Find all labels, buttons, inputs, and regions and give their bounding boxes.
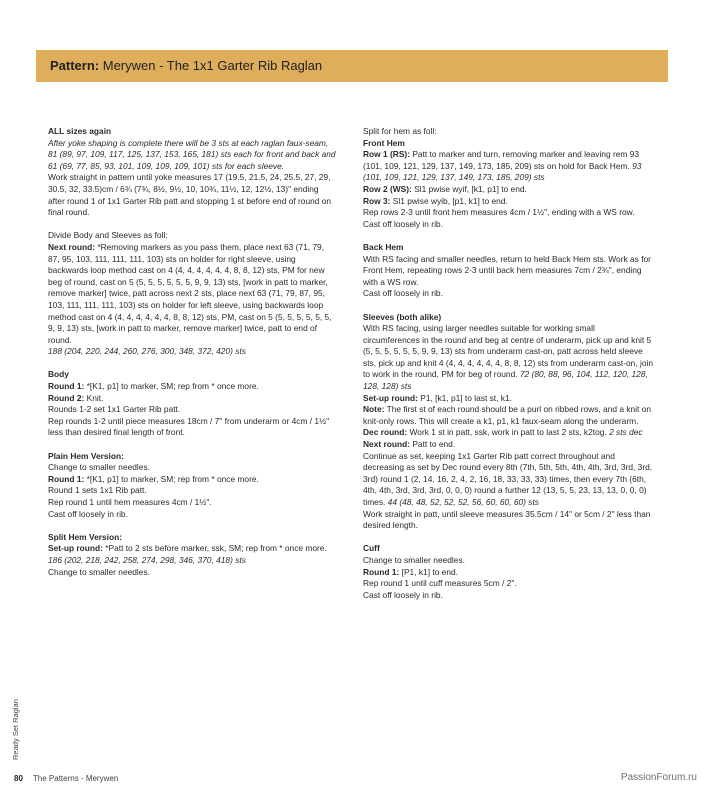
sleeves-heading: Sleeves (both alike) [363, 311, 442, 322]
front-hem-heading: Front Hem [363, 137, 405, 148]
back-hem-heading: Back Hem [363, 241, 404, 252]
yoke-summary: After yoke shaping is complete there will be 3 sts at each raglan faux-seam, 81 (89, 97, 109, 117, 125, 137, 153, 165, 181) sts each for front and back and 61 (69, 77, 85, 93, 101, 109, 109, 109, 101) sts for each sleeve. [48, 137, 336, 171]
book-title-side-label: Ready Set Raglan [11, 699, 20, 760]
cuff-line-3: Rep round 1 until cuff measures 5cm / 2". [363, 578, 517, 589]
left-column [48, 126, 336, 578]
work-straight-text: Work straight in pattern until yoke measures 17 (19.5, 21.5, 24, 25.5, 27, 29, 30.5, 32, 33.5)cm / 6¾ (7¾, 8½, 9½, 10, 10¾, 11½, 12, 12½, 13)" ending after round 1 of 1x1 Garter Rib patt and stopping 1 st before end of round on final round. [48, 172, 332, 218]
cuff-line-4: Cast off loosely in rib. [363, 589, 443, 600]
plain-hem-line-5: Cast off loosely in rib. [48, 508, 128, 519]
page-footer [14, 774, 118, 783]
front-hem-row-1: Row 1 (RS): Patt to marker and turn, removing marker and leaving rem 93 (101, 109, 121, 129, 137, 149, 173, 185, 209) sts on hold for Back Hem. 93 (101, 109, 121, 129, 137, 149, 173, 185, 209) sts [363, 149, 642, 183]
page-number: 80 [14, 774, 23, 783]
page-title: Pattern: Merywen - The 1x1 Garter Rib Raglan [50, 58, 323, 73]
split-hem-line-3: Change to smaller needles. [48, 566, 150, 577]
sleeves-next-round: Next round: Patt to end. [363, 439, 456, 450]
divide-intro: Divide Body and Sleeves as foll: [48, 230, 168, 241]
plain-hem-line-1: Change to smaller needles. [48, 462, 150, 473]
cuff-heading: Cuff [363, 543, 380, 554]
body-line-4: Rep rounds 1-2 until piece measures 18cm / 7" from underarm or 4cm / 1½" less than desired final length of front. [48, 415, 330, 438]
next-round-instruction: Next round: *Removing markers as you pass them, place next 63 (71, 79, 87, 95, 103, 111, 111, 111, 103) sts on holder for right sleeve, using backwards loop method cast on 4 (4, 4, 4, 4, 4, 4, 8, 8, 12) sts, PM for new beg of round, cast on 5 (5, 5, 5, 5, 5, 5, 9, 9, 13) sts, [work in patt to marker, remove marker] twice, patt across next 2 sts, place next 63 (71, 79, 87, 95, 103, 111, 111, 111, 103) sts on holder for left sleeve, using backwards loop method cast on 4 (4, 4, 4, 4, 4, 4, 8, 8, 12) sts, PM, cast on 5 (5, 5, 5, 5, 5, 5, 9, 9, 13) sts, [work in patt to marker, remove marker] twice, patt to end of round. [48, 241, 332, 345]
body-round-1: Round 1: *[K1, p1] to marker, SM; rep from * once more. [48, 381, 259, 392]
front-hem-row-2: Row 2 (WS): Sl1 pwise wyif, [k1, p1] to end. [363, 183, 527, 194]
body-round-2: Round 2: Knit. [48, 392, 104, 403]
split-intro: Split for hem as foll: [363, 126, 437, 136]
sleeves-dec-round: Dec round: Work 1 st in patt, ssk, work in patt to last 2 sts, k2tog. 2 sts dec [363, 427, 643, 438]
plain-hem-heading: Plain Hem Version: [48, 450, 124, 461]
right-column [363, 126, 653, 601]
body-line-3: Rounds 1-2 set 1x1 Garter Rib patt. [48, 404, 181, 415]
front-hem-row-3: Row 3: Sl1 pwise wyib, [p1, k1] to end. [363, 195, 508, 206]
front-hem-line-5: Cast off loosely in rib. [363, 218, 443, 229]
pattern-title-banner [36, 50, 668, 82]
watermark: PassionForum.ru [620, 772, 697, 783]
cuff-round-1: Round 1: [P1, k1] to end. [363, 566, 458, 577]
all-sizes-heading: ALL sizes again [48, 126, 112, 136]
footer-section: The Patterns - Merywen [32, 774, 119, 783]
plain-hem-round-1: Round 1: *[K1, p1] to marker, SM; rep from * once more. [48, 473, 259, 484]
sleeves-work-straight: Work straight in patt, until sleeve measures 35.5cm / 14" or 5cm / 2" less than desired length. [363, 508, 651, 531]
body-heading: Body [48, 369, 69, 380]
plain-hem-line-4: Rep round 1 until hem measures 4cm / 1½". [48, 497, 212, 507]
split-hem-setup: Set-up round: *Patt to 2 sts before marker, ssk, SM; rep from * once more. 186 (202, 218, 242, 258, 274, 298, 346, 370, 418) sts [48, 543, 327, 565]
next-round-stitch-count: 188 (204, 220, 244, 260, 276, 300, 348, 372, 420) sts [48, 346, 246, 357]
back-hem-line-1: With RS facing and smaller needles, return to held Back Hem sts. Work as for Front Hem, repeating rows 2-3 until back hem measures 7cm / 2¾", ending with a WS row. [363, 253, 651, 287]
sleeves-pickup: With RS facing, using larger needles suitable for working small circumferences in the round and beg at centre of underarm, pick up and knit 5 (5, 5, 5, 5, 5, 5, 9, 9, 13) sts from underarm cast-on, patt across held sleeve sts, pick up and knit 4 (4, 4, 4, 4, 4, 4, 8, 8, 12) sts from underarm cast-on, join to work in the round, PM for beg of round. 72 (80, 88, 96, 104, 112, 120, 128, 128, 128) sts [363, 323, 654, 392]
sleeves-setup-round: Set-up round: P1, [k1, p1] to last st, k1. [363, 392, 512, 403]
front-hem-line-4: Rep rows 2-3 until front hem measures 4cm / 1½", ending with a WS row. [363, 207, 635, 218]
sleeves-continue: Continue as set, keeping 1x1 Garter Rib patt correct throughout and decreasing as set by Dec round every 8th (7th, 5th, 5th, 4th, 4th, 3rd, 3rd, 3rd, 3rd) round 1 (2, 14, 16, 2, 4, 2, 16, 18, 33, 33, 33) times, then every 7th (6th, 4th, 4th, 3rd, 3rd, 3rd, 0, 0, 0) round a further 12 (13, 5, 5, 23, 13, 13, 0, 0, 0) times. 44 (48, 48, 52, 52, 52, 56, 60, 60, 60) sts [363, 450, 653, 507]
plain-hem-line-3: Round 1 sets 1x1 Rib patt. [48, 485, 147, 496]
split-hem-heading: Split Hem Version: [48, 531, 122, 542]
sleeves-note: Note: The first st of each round should be a purl on ribbed rows, and a knit on knit-only rows. This will create a k1, p1, k1 faux-seam along the underarm. [363, 404, 652, 426]
cuff-line-1: Change to smaller needles. [363, 554, 465, 565]
back-hem-line-2: Cast off loosely in rib. [363, 288, 443, 299]
